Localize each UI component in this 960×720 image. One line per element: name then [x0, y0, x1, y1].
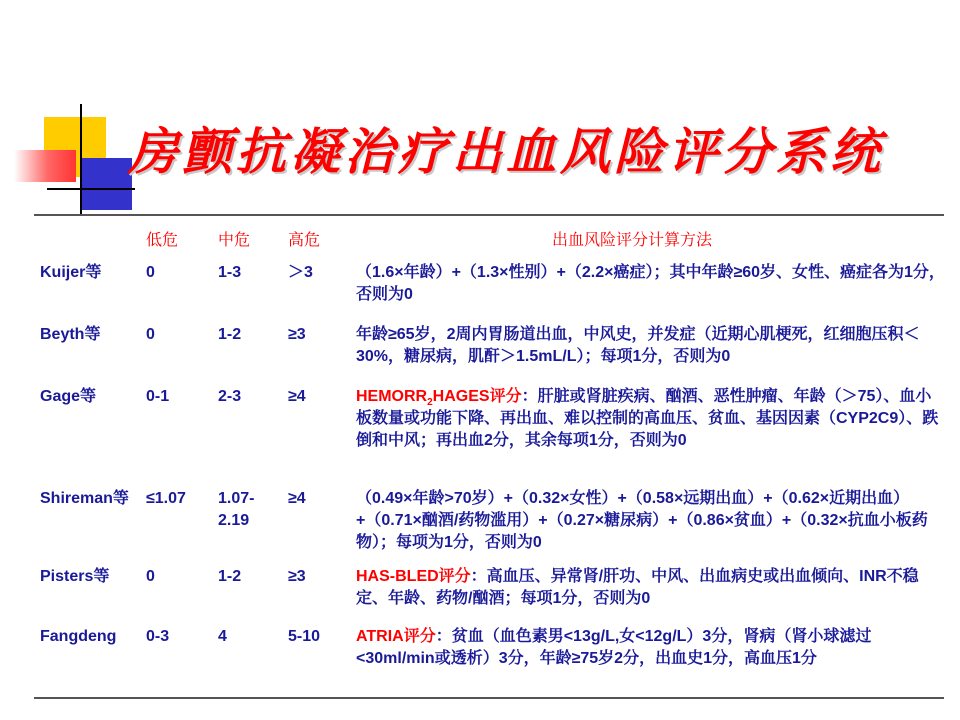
decor-horizontal-line [47, 188, 135, 190]
row-shireman-mid: 1.07-2.19 [218, 490, 255, 529]
header-method: 出血风险评分计算方法 [552, 232, 713, 249]
row-beyth-method: 年龄≥65岁，2周内胃肠道出血，中风史，并发症（近期心肌梗死，红细胞压积＜30%，糖尿病，肌酐＞1.5mL/L）；每项1分，否则为0 [356, 326, 920, 365]
row-beyth-high: ≥3 [288, 326, 306, 343]
row-pisters-method-text: ：高血压、异常肾/肝功、中风、出血病史或出血倾向、INR不稳定、年龄、药物/酗酒；每项1分，否则为0 [356, 568, 919, 607]
header-high-risk: 高危 [288, 232, 321, 249]
row-pisters-method [356, 566, 946, 610]
row-shireman-method: （0.49×年龄>70岁）+（0.32×女性）+（0.58×远期出血）+（0.62×近期出血）+（0.71×酗酒/药物滥用）+（0.27×糖尿病）+（0.86×贫血）+（0.32×抗血小板药物）；每项为1分，否则为0 [356, 490, 928, 551]
table-top-rule [34, 214, 944, 216]
row-gage-method-text: ：肝脏或肾脏疾病、酗酒、恶性肿瘤、年龄（＞75）、血小板数量或功能下降、再出血、难以控制的高血压、贫血、基因因素（CYP2C9）、跌倒和中风；再出血2分，其余每项1分，否则为0 [356, 388, 939, 449]
row-kuijer-low: 0 [146, 264, 155, 281]
row-shireman-name: Shireman等 [40, 490, 129, 507]
row-gage-score-name-b: HAGES评分 [432, 388, 522, 405]
row-kuijer-method: （1.6×年龄）+（1.3×性别）+（2.2×癌症）；其中年龄≥60岁、女性、癌症各为1分，否则为0 [356, 264, 945, 303]
row-beyth-mid: 1-2 [218, 326, 242, 343]
table-bottom-rule [34, 697, 944, 699]
row-kuijer-high: ＞3 [288, 264, 313, 281]
row-fangdeng-high: 5-10 [288, 628, 321, 645]
row-fangdeng-name: Fangdeng [40, 628, 117, 645]
row-fangdeng-method [356, 626, 946, 670]
row-pisters-name: Pisters等 [40, 568, 110, 585]
decor-blue-square [80, 158, 132, 210]
row-pisters-score-name: HAS-BLED评分 [356, 568, 471, 585]
header-low-risk: 低危 [146, 232, 179, 249]
row-pisters-high: ≥3 [288, 568, 306, 585]
row-pisters-mid: 1-2 [218, 568, 242, 585]
row-gage-low: 0-1 [146, 388, 170, 405]
decor-vertical-line [80, 104, 82, 214]
row-fangdeng-method-text: ：贫血（血色素男<13g/L,女<12g/L）3分，肾病（肾小球滤过<30ml/min或透析）3分，年龄≥75岁2分，出血史1分，高血压1分 [356, 628, 872, 667]
header-mid-risk: 中危 [218, 232, 251, 249]
row-gage-mid: 2-3 [218, 388, 242, 405]
row-shireman-low: ≤1.07 [146, 490, 186, 507]
row-beyth-low: 0 [146, 326, 155, 343]
row-kuijer-name: Kuijer等 [40, 264, 102, 281]
row-shireman-high: ≥4 [288, 490, 306, 507]
row-pisters-low: 0 [146, 568, 155, 585]
slide-title: 房颤抗凝治疗出血风险评分系统 [128, 122, 884, 181]
row-kuijer-mid: 1-3 [218, 264, 242, 281]
row-fangdeng-low: 0-3 [146, 628, 170, 645]
row-beyth-name: Beyth等 [40, 326, 101, 343]
row-gage-score-name-sub: 2 [427, 397, 433, 409]
row-gage-method [356, 386, 946, 452]
row-fangdeng-mid: 4 [218, 628, 227, 645]
decor-red-gradient-bar [14, 150, 76, 182]
row-gage-name: Gage等 [40, 388, 97, 405]
row-gage-score-name-a: HEMORR [356, 388, 428, 405]
row-fangdeng-score-name: ATRIA评分 [356, 628, 436, 645]
row-gage-high: ≥4 [288, 388, 306, 405]
